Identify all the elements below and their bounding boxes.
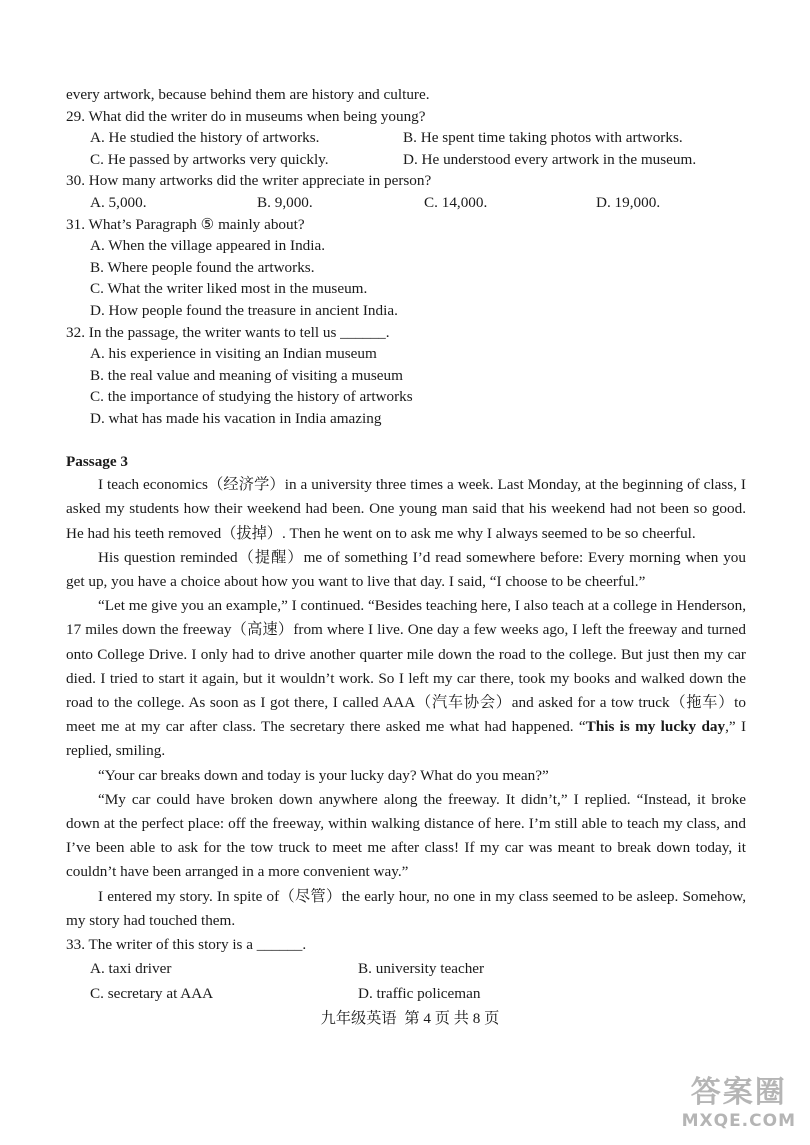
passage-paragraph-4: “Your car breaks down and today is your lucky day? What do you mean?” bbox=[98, 766, 549, 784]
question-option: D. He understood every artwork in the museum. bbox=[403, 150, 697, 168]
question-option: D. 19,000. bbox=[596, 193, 661, 211]
page-footer bbox=[66, 1007, 746, 1031]
intro-line: every artwork, because behind them are history and culture. bbox=[66, 86, 430, 103]
section-gap bbox=[66, 430, 746, 451]
option-c: C. secretary at AAA bbox=[90, 984, 214, 1002]
question-options-row bbox=[66, 127, 746, 149]
watermark-logo-text: 答案圈 bbox=[690, 1075, 787, 1110]
question-option: C. 14,000. bbox=[424, 193, 488, 211]
passage-paragraph-3 bbox=[66, 594, 746, 763]
option-a: A. taxi driver bbox=[90, 960, 172, 978]
lucky-day-quote: This is my lucky day bbox=[585, 718, 726, 736]
question-stem: 32. In the passage, the writer wants to tell us ______. bbox=[66, 323, 390, 341]
question-option: A. 5,000. bbox=[90, 193, 147, 211]
paragraph-3-end: ,” I replied, smiling. bbox=[66, 718, 747, 760]
question-option: D. How people found the treasure in ancient India. bbox=[90, 301, 398, 319]
question-option: C. He passed by artworks very quickly. bbox=[90, 150, 329, 168]
watermark-url: MXQE.COM bbox=[681, 1111, 796, 1131]
question-option: A. When the village appeared in India. bbox=[90, 237, 326, 255]
passage-paragraph-6: I entered my story. In spite of（尽管）the early hour, no one in my class seemed to be asleep. Somehow, my story had touched them. bbox=[66, 887, 746, 929]
question-option: B. He spent time taking photos with artworks. bbox=[403, 129, 683, 147]
question-option: A. He studied the history of artworks. bbox=[90, 129, 320, 147]
footer-subject: 九年级英语 bbox=[320, 1010, 397, 1028]
question-option: C. What the writer liked most in the museum. bbox=[90, 280, 368, 298]
question-option: B. Where people found the artworks. bbox=[90, 258, 315, 276]
question-33-options-row-2 bbox=[66, 982, 746, 1006]
question-options-row bbox=[66, 149, 746, 171]
passage-paragraph-2: His question reminded（提醒）me of something I’d read somewhere before: Every morning when you get up, you have a choice about how you want to live that day. I said, “I choose to be cheerful.” bbox=[66, 548, 746, 590]
question-option: D. what has made his vacation in India amazing bbox=[90, 409, 382, 427]
question-stem: 29. What did the writer do in museums when being young? bbox=[66, 107, 426, 125]
question-option: A. his experience in visiting an Indian museum bbox=[90, 345, 377, 363]
watermark-logo bbox=[682, 1067, 796, 1131]
question-option: B. the real value and meaning of visiting a museum bbox=[90, 366, 403, 384]
option-d: D. traffic policeman bbox=[358, 984, 481, 1002]
question-option: C. the importance of studying the history of artworks bbox=[90, 388, 413, 406]
question-33-stem: 33. The writer of this story is a ______. bbox=[66, 935, 307, 953]
question-33-options-row-1 bbox=[66, 957, 746, 981]
question-stem: 30. How many artworks did the writer appreciate in person? bbox=[66, 172, 432, 190]
passage-heading: Passage 3 bbox=[66, 452, 129, 470]
footer-page-number: 第 4 页 共 8 页 bbox=[404, 1010, 500, 1028]
question-options-row bbox=[66, 192, 746, 214]
passage-paragraph-5: “My car could have broken down anywhere along the freeway. It didn’t,” I replied. “Instead, it broke down at the perfect place: off the freeway, within walking distance of here. I’m still able to teach my class, and I’ve been able to ask for the tow truck to meet me after class! If my car was meant to break down today, it couldn’t have been arranged in a more convenient way.” bbox=[66, 790, 746, 881]
questions-29-32 bbox=[66, 106, 746, 430]
question-option: B. 9,000. bbox=[257, 193, 313, 211]
exam-page bbox=[66, 84, 746, 1031]
paragraph-3-text: “Let me give you an example,” I continued. “Besides teaching here, I also teach at a college in Henderson, 17 miles down the freeway（高速）from where I live. One day a few weeks ago, I left the freeway and turned onto College Drive. I only had to drive another quarter mile down the road to the college. But just then my car died. I tried to start it again, but it wouldn’t work. So I left my car there, took my books and walked down the road to the college. As soon as I got there, I called AAA（汽车协会）and asked for a tow truck（拖车）to meet me at my car after class. The secretary there asked me what had happened. “ bbox=[66, 597, 746, 736]
passage-paragraph-1: I teach economics（经济学）in a university three times a week. Last Monday, at the beginning of class, I asked my students how their weekend had been. One young man said that his weekend had not been so good. He had his teeth removed（拔掉）. Then he went on to ask me why I always seemed to be so cheerful. bbox=[66, 476, 746, 542]
option-b: B. university teacher bbox=[358, 960, 485, 978]
question-stem: 31. What’s Paragraph ⑤ mainly about? bbox=[66, 215, 305, 233]
